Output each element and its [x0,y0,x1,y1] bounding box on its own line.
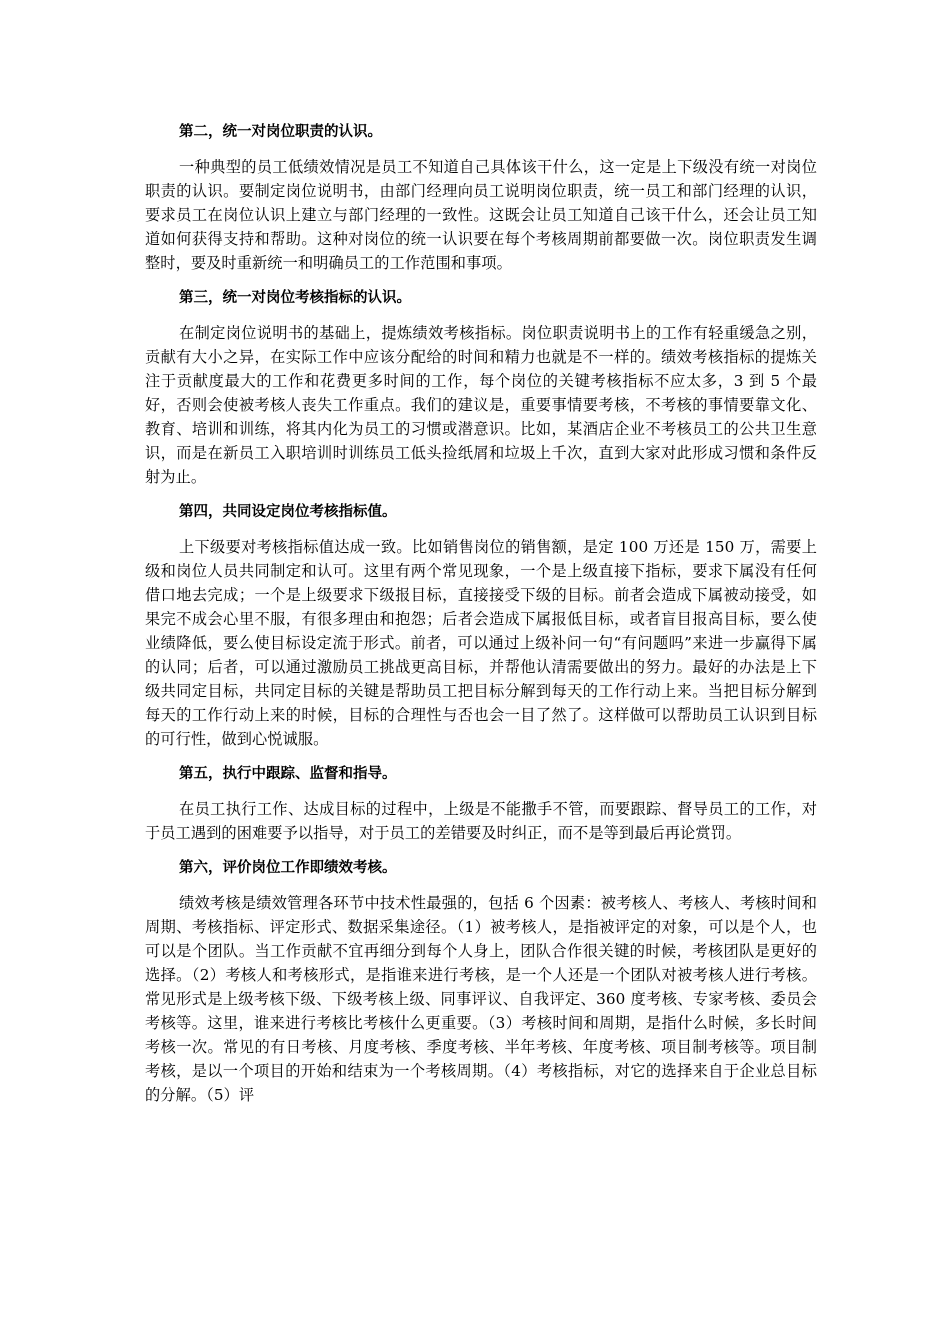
section-heading: 第二，统一对岗位职责的认识。 [179,124,382,140]
section-job-responsibilities [145,120,817,275]
section-paragraph: 在员工执行工作、达成目标的过程中，上级是不能撒手不管，而要跟踪、督导员工的工作，对于员工遇到的困难要予以指导，对于员工的差错要及时纠正，而不是等到最后再论赏罚。 [145,800,817,842]
section-performance-appraisal [145,856,817,1107]
document-page [145,120,817,1118]
section-heading: 第四，共同设定岗位考核指标值。 [179,504,397,520]
section-tracking-guidance [145,762,817,845]
section-paragraph: 绩效考核是绩效管理各环节中技术性最强的，包括 6 个因素：被考核人、考核人、考核时间和周期、考核指标、评定形式、数据采集途径。（1）被考核人，是指被评定的对象，可以是个人，也可以是个团队。当工作贡献不宜再细分到每个人身上，团队合作很关键的时候，考核团队是更好的选择。（2）考核人和考核形式，是指谁来进行考核，是一个人还是一个团队对被考核人进行考核。常见形式是上级考核下级、下级考核上级、同事评议、自我评定、360 度考核、专家考核、委员会考核等。这里，谁来进行考核比考核什么更重要。（3）考核时间和周期，是指什么时候，多长时间考核一次。常见的有日考核、月度考核、季度考核、半年考核、年度考核、项目制考核等。项目制考核，是以一个项目的开始和结束为一个考核周期。（4）考核指标，对它的选择来自于企业总目标的分解。（5）评 [145,894,817,1104]
section-kpi-understanding [145,286,817,489]
section-heading: 第三，统一对岗位考核指标的认识。 [179,290,411,306]
section-heading: 第五，执行中跟踪、监督和指导。 [179,766,397,782]
section-heading: 第六，评价岗位工作即绩效考核。 [179,860,397,876]
section-paragraph: 上下级要对考核指标值达成一致。比如销售岗位的销售额，是定 100 万还是 150 万，需要上级和岗位人员共同制定和认可。这里有两个常见现象，一个是上级直接下指标，要求下属没有任何借口地去完成；一个是上级要求下级报目标，直接接受下级的目标。前者会造成下属被动接受，如果完不成会心里不服，有很多理由和抱怨；后者会造成下属报低目标，或者盲目报高目标，要么使业绩降低，要么使目标设定流于形式。前者，可以通过上级补问一句“有问题吗”来进一步赢得下属的认同；后者，可以通过激励员工挑战更高目标，并帮他认清需要做出的努力。最好的办法是上下级共同定目标，共同定目标的关键是帮助员工把目标分解到每天的工作行动上来。当把目标分解到每天的工作行动上来的时候，目标的合理性与否也会一目了然了。这样做可以帮助员工认识到目标的可行性，做到心悦诚服。 [145,538,817,748]
section-paragraph: 一种典型的员工低绩效情况是员工不知道自己具体该干什么，这一定是上下级没有统一对岗位职责的认识。要制定岗位说明书，由部门经理向员工说明岗位职责，统一员工和部门经理的认识，要求员工在岗位认识上建立与部门经理的一致性。这既会让员工知道自己该干什么，还会让员工知道如何获得支持和帮助。这种对岗位的统一认识要在每个考核周期前都要做一次。岗位职责发生调整时，要及时重新统一和明确员工的工作范围和事项。 [145,158,817,272]
section-paragraph: 在制定岗位说明书的基础上，提炼绩效考核指标。岗位职责说明书上的工作有轻重缓急之别，贡献有大小之异，在实际工作中应该分配给的时间和精力也就是不一样的。绩效考核指标的提炼关注于贡献度最大的工作和花费更多时间的工作，每个岗位的关键考核指标不应太多，3 到 5 个最好，否则会使被考核人丧失工作重点。我们的建议是，重要事情要考核，不考核的事情要靠文化、教育、培训和训练，将其内化为员工的习惯或潜意识。比如，某酒店企业不考核员工的公共卫生意识，而是在新员工入职培训时训练员工低头捡纸屑和垃圾上千次，直到大家对此形成习惯和条件反射为止。 [145,324,817,486]
section-kpi-targets [145,500,817,751]
